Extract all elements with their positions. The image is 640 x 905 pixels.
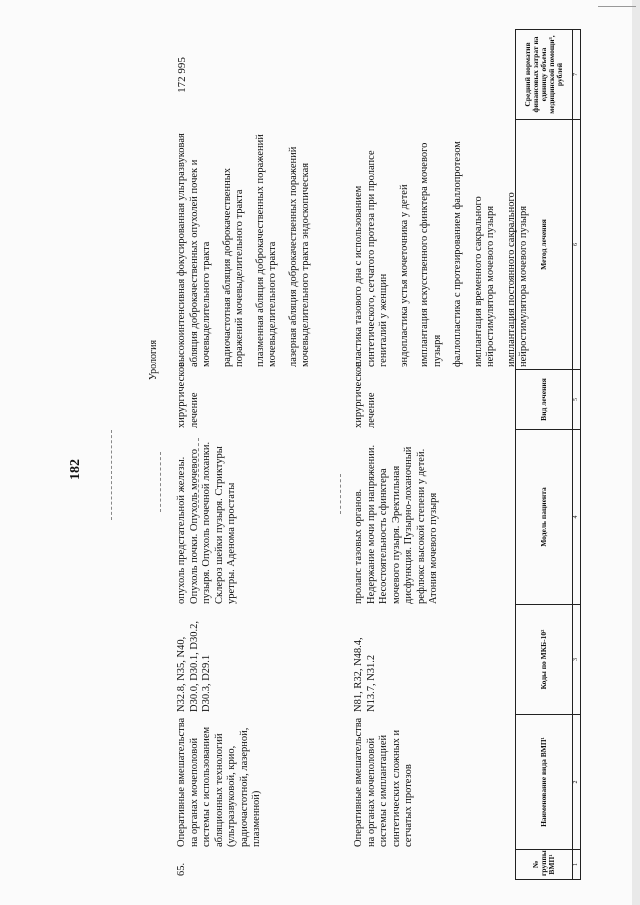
method-item: имплантация искусственного сфинктера мочевого пузыря [419, 142, 443, 367]
header-patient-model: Модель пациента [516, 430, 573, 605]
row-method [353, 122, 531, 367]
rotated-document [48, 30, 608, 880]
column-number: 5 [573, 370, 581, 430]
row-method [176, 122, 313, 367]
column-number: 6 [573, 120, 581, 370]
method-item: высокоинтенсивная фокусированная ультразвуковая абляция доброкачественных опухолей почек и мочевыделительного тракта [176, 133, 212, 367]
page-number: 182 [68, 459, 83, 480]
method-item: плазменная абляция доброкачественных поражений мочевыделительного тракта [254, 134, 278, 367]
column-number: 4 [573, 430, 581, 605]
scan-line [111, 430, 112, 520]
scan-line [160, 452, 161, 512]
header-vmp-name: Наименование вида ВМП¹ [516, 715, 573, 850]
method-item: лазерная абляция доброкачественных поражений мочевыделительного тракта эндоскопическая [287, 146, 311, 367]
header-codes: Коды по МКБ-10² [516, 605, 573, 715]
scan-line [340, 474, 341, 514]
row-treatment-type: хирургическое лечение [353, 362, 377, 428]
row-group-number: 65. [176, 862, 187, 876]
header-cost: Средний норматив финансовых затрат на единицу объема медицинской помощи³, рублей [516, 30, 573, 120]
column-number: 7 [573, 30, 581, 120]
scan-line [598, 6, 636, 7]
column-number: 3 [573, 605, 581, 715]
row-treatment-type: хирургическое лечение [176, 362, 200, 428]
row-codes: N81, R32, N48.4, N13.7, N31.2 [353, 637, 377, 712]
method-item: эндопластика устья мочеточника у детей [398, 184, 410, 367]
row-vmp-name: Оперативные вмешательства на органах мочеполовой системы с использованием абляционных технологий (ультразвуковой, крио, радиочастотной, лазерной, плазменной) [176, 717, 262, 847]
section-title: Урология [148, 339, 159, 381]
row-vmp-name: Оперативные вмешательства на органах мочеполовой системы с имплантацией синтетических сложных и сетчатых протезов [353, 717, 414, 847]
row-codes: N32.8, N35, N40, D30.0, D30.1, D30.2, D30.3, D29.1 [176, 621, 212, 712]
column-number: 2 [573, 715, 581, 850]
row-patient-model: пролапс тазовых органов. Недержание мочи при напряжении. Несостоятельность сфинктера мочевого пузыря. Эректильная дисфункция. Пузырно-лоханочный рефлюкс высокой степени у детей. Атония мочевого пузыря [353, 444, 439, 604]
header-group: № группы ВМП¹ [516, 850, 573, 880]
header-treatment-method: Метод лечения [516, 120, 573, 370]
column-number: 1 [573, 850, 581, 880]
header-treatment-type: Вид лечения [516, 370, 573, 430]
scan-edge [632, 0, 640, 905]
row-patient-model: опухоль предстательной железы. Опухоль почки. Опухоль мочевого пузыря. Опухоль почечной лоханки. Склероз шейки пузыря. Стриктуры уретры. Аденома простаты [176, 441, 237, 604]
method-item: радиочастотная абляция доброкачественных поражений мочевыделительного тракта [221, 167, 245, 367]
method-item: пластика тазового дна с использованием синтетического, сетчатого протеза при пролапсе гениталий у женщин [353, 150, 389, 367]
method-item: имплантация постоянного сакрального нейростимулятора мочевого пузыря [505, 192, 529, 367]
method-item: имплантация временного сакрального нейростимулятора мочевого пузыря [472, 196, 496, 367]
method-item: фаллопластика с протезированием фаллопротезом [452, 141, 463, 367]
row-cost: 172 995 [176, 57, 188, 93]
